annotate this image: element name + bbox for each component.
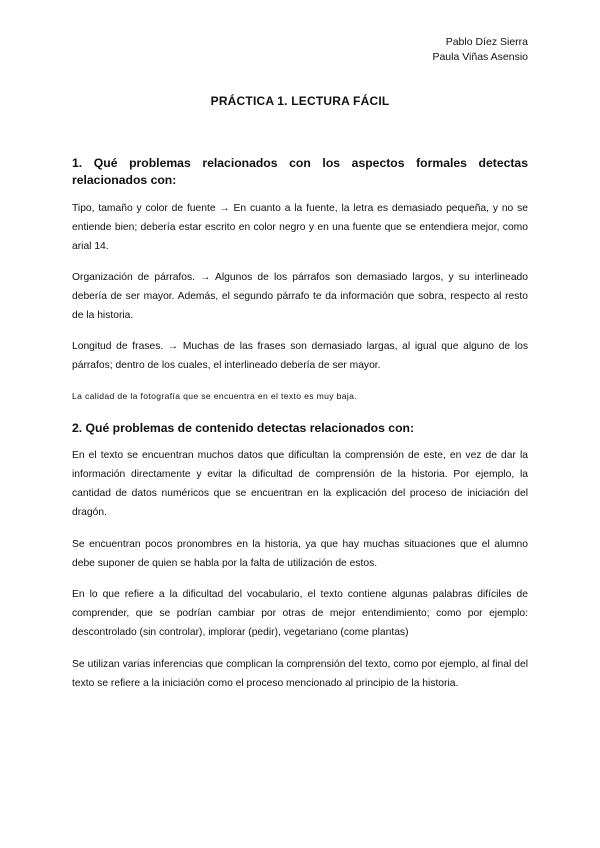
- section1-note-block: [72, 389, 528, 403]
- section1-paragraph-block: [72, 337, 528, 375]
- author-block: [432, 35, 528, 65]
- section2-paragraph-block: [72, 535, 528, 573]
- paragraph: En lo que refiere a la dificultad del vocabulario, el texto contiene algunas palabras difíciles de comprender, que se podrían cambiar por otras de mejor entendimiento; como por ejemplo: descontrolado (sin controlar), implorar (pedir), vegetariano (come plantas): [72, 589, 528, 638]
- section2-heading-block: [72, 420, 528, 437]
- section1-paragraph-block: [72, 199, 528, 256]
- paragraph: Se utilizan varias inferencias que complican la comprensión del texto, como por ejemplo, al final del texto se refiere a la iniciación como el proceso mencionado al principio de la historia.: [72, 659, 528, 689]
- author-name: Pablo Díez Sierra: [445, 36, 528, 48]
- paragraph: Organización de párrafos. → Algunos de los párrafos son demasiado largos, y su interlineado debería de ser mayor. Además, el segundo párrafo te da información que sobra, respecto al resto de la historia.: [72, 272, 528, 321]
- section-heading: 2. Qué problemas de contenido detectas relacionados con:: [72, 421, 415, 435]
- paragraph: Tipo, tamaño y color de fuente → En cuanto a la fuente, la letra es demasiado pequeña, y no se entiende bien; debería estar escrito en color negro y en una fuente que se entendiera mejor, como arial 14.: [72, 203, 528, 252]
- section1-heading-block: [72, 155, 528, 189]
- section1-paragraph-block: [72, 268, 528, 325]
- section2-paragraph-block: [72, 585, 528, 642]
- section-heading: 1. Qué problemas relacionados con los aspectos formales detectas relacionados con:: [72, 156, 528, 187]
- author-name: Paula Viñas Asensio: [432, 51, 528, 63]
- photo-quality-note: La calidad de la fotografía que se encuentra en el texto es muy baja.: [72, 391, 357, 401]
- paragraph: En el texto se encuentran muchos datos que dificultan la comprensión de este, en vez de dar la información directamente y evitar la dificultad de comprensión de la historia. Por ejemplo, la cantidad de datos numéricos que se encuentran en la explicación del proceso de iniciación del dragón.: [72, 450, 528, 518]
- paragraph: Longitud de frases. → Muchas de las frases son demasiado largas, al igual que alguno de los párrafos; dentro de los cuales, el interlineado debería de ser mayor.: [72, 341, 528, 371]
- section2-paragraph-block: [72, 655, 528, 693]
- section2-paragraph-block: [72, 446, 528, 522]
- document-title: PRÁCTICA 1. LECTURA FÁCIL: [210, 94, 390, 108]
- paragraph: Se encuentran pocos pronombres en la historia, ya que hay muchas situaciones que el alumno debe suponer de quien se habla por la falta de utilización de estos.: [72, 539, 528, 569]
